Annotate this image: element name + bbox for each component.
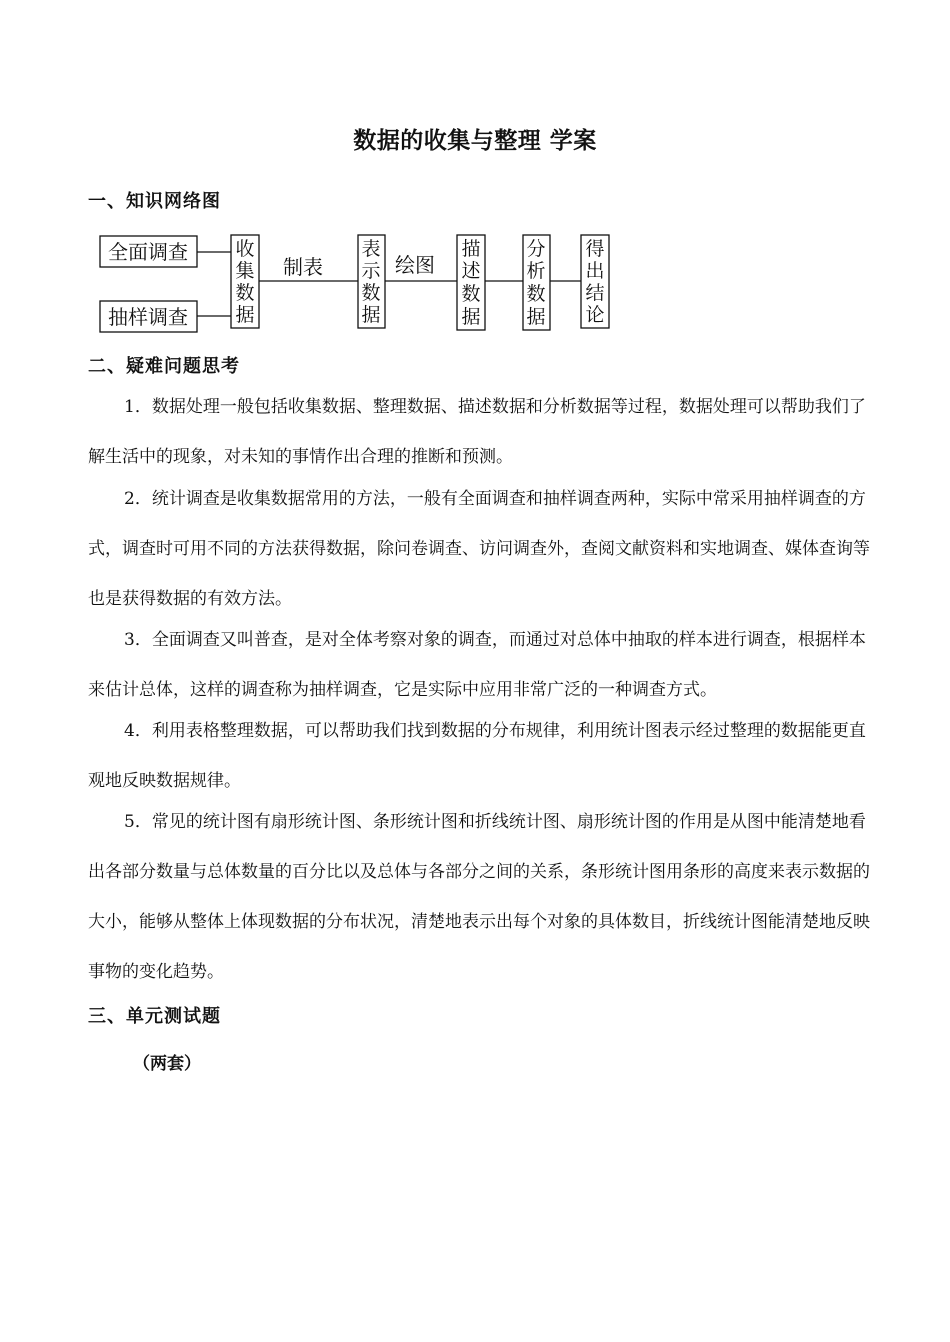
paragraph-item-3 [88,615,878,715]
box-analyze-char: 数 [526,283,546,305]
box-conclude-char: 得 [585,238,605,260]
box-analyze-char: 析 [526,260,546,282]
box-collect-char: 据 [235,304,255,326]
box-describe-char: 数 [461,283,481,305]
box-full-survey-label: 全面调查 [108,240,188,264]
box-represent-char: 示 [361,260,381,282]
box-describe-char: 据 [461,306,481,328]
paragraph-text: 5．常见的统计图有扇形统计图、条形统计图和折线统计图、扇形统计图的作用是从图中能清楚地看出各部分数量与总体数量的百分比以及总体与各部分之间的关系，条形统计图用条形的高度来表示数据的大小，能够从整体上体现数据的分布状况，清楚地表示出每个对象的具体数目，折线统计图能清楚地反映事物的变化趋势。 [88,812,870,982]
page-title: 数据的收集与整理 学案 [353,127,597,154]
box-represent-char: 表 [361,238,381,260]
box-sample-survey-label: 抽样调查 [108,305,188,329]
box-conclude-char: 出 [585,260,605,282]
paragraph-text: 2．统计调查是收集数据常用的方法，一般有全面调查和抽样调查两种，实际中常采用抽样调查的方式，调查时可用不同的方法获得数据，除问卷调查、访问调查外，查阅文献资料和实地调查、媒体查询等也是获得数据的有效方法。 [88,489,870,609]
label-draw: 绘图 [395,253,435,277]
section-heading-unit-tests: 三、单元测试题 [88,1006,221,1027]
box-collect-char: 收 [235,238,255,260]
box-conclude-char: 论 [585,304,605,326]
paragraph-item-4 [88,706,878,806]
label-tabulate: 制表 [283,255,323,279]
box-represent-char: 据 [361,304,381,326]
paragraph-item-2 [88,474,878,624]
box-conclude-char: 结 [585,282,605,304]
box-describe-char: 描 [461,238,481,260]
paragraph-item-1 [88,382,878,482]
paragraph-text: 1．数据处理一般包括收集数据、整理数据、描述数据和分析数据等过程，数据处理可以帮助我们了解生活中的现象，对未知的事情作出合理的推断和预测。 [88,397,866,467]
box-represent-char: 数 [361,282,381,304]
paragraph-text: 4．利用表格整理数据，可以帮助我们找到数据的分布规律，利用统计图表示经过整理的数据能更直观地反映数据规律。 [88,721,866,791]
paragraph-item-5 [88,797,878,997]
section-heading-knowledge-map: 一、知识网络图 [88,191,221,212]
unit-tests-note: （两套） [133,1054,201,1074]
paragraph-text: 3．全面调查又叫普查，是对全体考察对象的调查，而通过对总体中抽取的样本进行调查，根据样本来估计总体，这样的调查称为抽样调查，它是实际中应用非常广泛的一种调查方式。 [88,630,866,700]
box-analyze-char: 据 [526,306,546,328]
box-collect-char: 集 [235,260,255,282]
box-collect-char: 数 [235,282,255,304]
knowledge-flow-diagram [0,0,950,340]
section-heading-difficult-questions: 二、疑难问题思考 [88,356,240,377]
box-analyze-char: 分 [526,238,546,260]
box-describe-char: 述 [461,260,481,282]
